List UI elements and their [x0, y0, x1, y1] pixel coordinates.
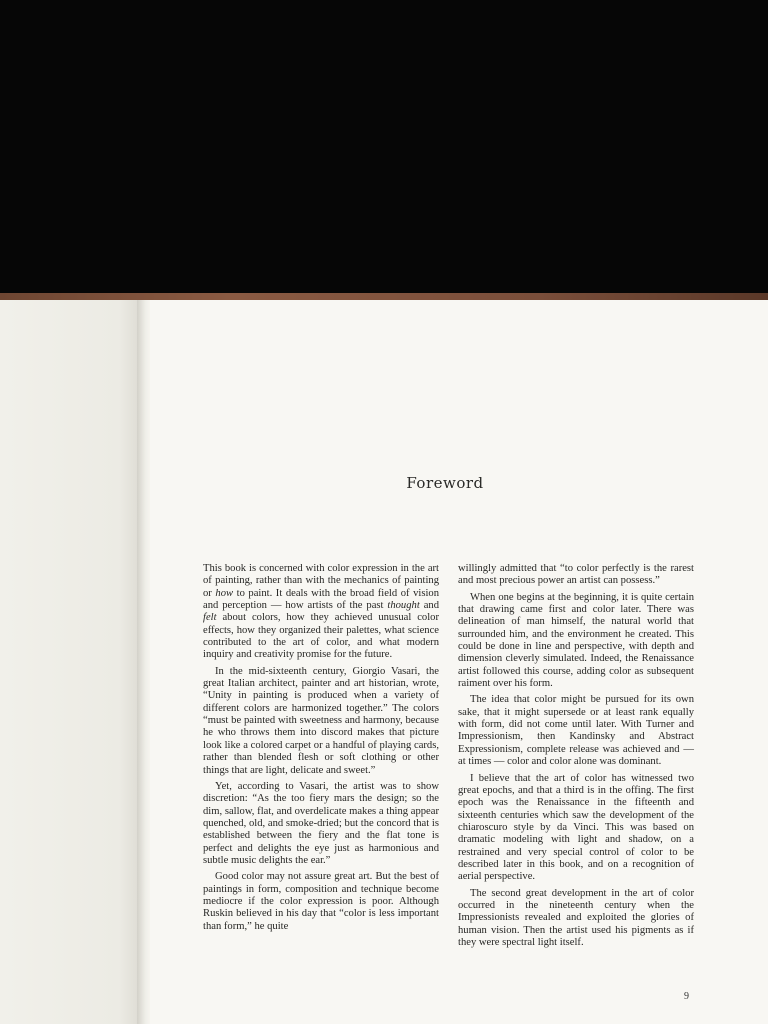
- book-gutter: [137, 300, 151, 1024]
- page-title: Foreword: [406, 474, 484, 492]
- text-run: and: [419, 600, 439, 612]
- emphasis-thought: thought: [387, 600, 420, 612]
- paragraph-8: I believe that the art of color has witnessed two great epochs, and that a third is in the offing. The first epoch was the Renaissance in the fifteenth and sixteenth centuries which saw the development of the chiaroscuro style by da Vinci. This was based on dramatic modeling with light and shadow, on a restrained and very special control of color to be described later in this book, and on a recognition of aerial perspective.: [458, 772, 694, 883]
- paragraph-3: Yet, according to Vasari, the artist was to show discretion: “As the too fiery mars the design; so the dim, sallow, flat, and overdelicate makes a thing appear quenched, old, and smoke-dried; but the concord that is established between the fiery and the flat tone is perfect and delights the eye just as harmonious and subtle music delights the ear.”: [203, 780, 439, 866]
- paragraph-6: When one begins at the beginning, it is quite certain that drawing came first and color later. There was delineation of man himself, the natural world that surrounded him, and the environment he created. This could be done in line and perspective, with depth and dimension cleverly simulated. Indeed, the Renaissance artist followed this course, adding color as subsequent raiment over his form.: [458, 591, 694, 690]
- paragraph-7: The idea that color might be pursued for its own sake, that it might supersede or at least rank equally with form, did not come until later. With Turner and Impressionism, then Kandinsky and Abstract Expressionism, complete release was achieved and — at times — color and color alone was dominant.: [458, 694, 694, 768]
- paragraph-2: In the mid-sixteenth century, Giorgio Vasari, the great Italian architect, painter and art historian, wrote, “Unity in painting is produced when a variety of different colors are harmonized together.” The colors “must be painted with sweetness and harmony, because he who throws them into discord makes that picture look like a colored carpet or a handful of playing cards, rather than blended flesh or soft clothing or other things that are light, delicate and sweet.”: [203, 665, 439, 776]
- text-run: This book is concerned with color expression in the art of painting, rather than with the mechanics of painting or: [203, 563, 439, 599]
- paragraph-5: willingly admitted that “to color perfectly is the rarest and most precious power an artist can possess.”: [458, 563, 694, 587]
- emphasis-how: how: [215, 587, 234, 599]
- text-column-right: [458, 563, 694, 953]
- paragraph-4: Good color may not assure great art. But the best of paintings in form, composition and technique become mediocre if the color expression is poor. Although Ruskin believed in his day that “color is less important than form,” he quite: [203, 871, 439, 932]
- left-page: [0, 300, 140, 1024]
- paragraph-9: The second great development in the art of color occurred in the nineteenth century when the Impressionists revealed and exploited the glories of human vision. Then the artist used his pigments as if they were spectral light itself.: [458, 887, 694, 948]
- scanner-background: [0, 0, 768, 298]
- page-number: 9: [684, 991, 689, 1002]
- text-column-left: [203, 563, 439, 937]
- emphasis-felt: felt: [203, 612, 217, 624]
- text-run: to paint. It deals with the broad field of vision and perception — how artists of the past: [203, 587, 439, 612]
- text-run: about colors, how they achieved unusual color effects, how they organized their palettes, what science contributed to the art of color, and what modern inquiry and creativity promise for the future.: [203, 612, 439, 661]
- paragraph-1: [203, 563, 439, 662]
